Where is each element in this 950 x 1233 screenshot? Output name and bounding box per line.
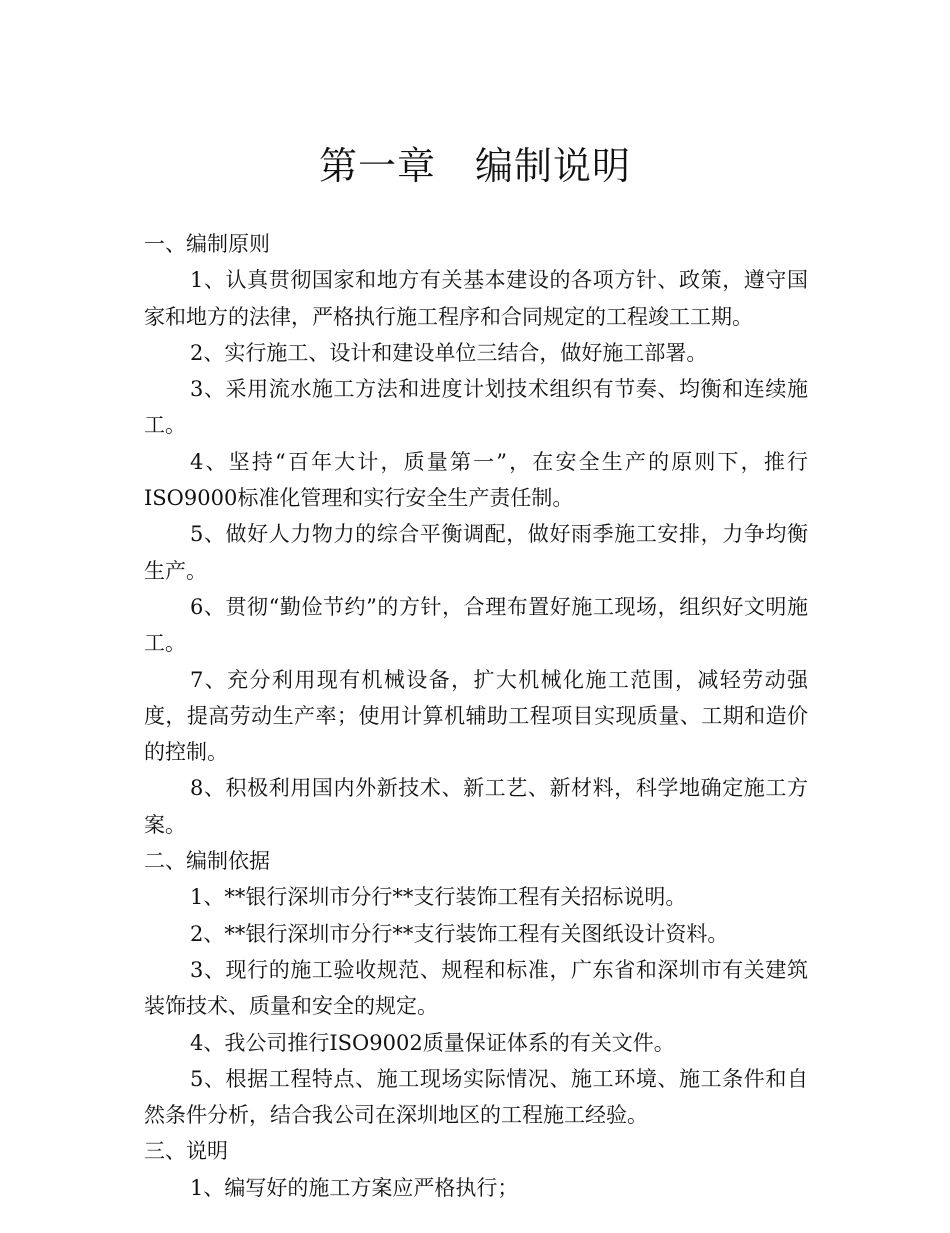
principle-item-5: 5、做好人力物力的综合平衡调配，做好雨季施工安排，力争均衡生产。 bbox=[144, 522, 808, 583]
basis-item-1: 1、**银行深圳市分行**支行装饰工程有关招标说明。 bbox=[190, 885, 687, 910]
page-title: 第一章 编制说明 bbox=[318, 144, 631, 188]
principle-item-4: 4、坚持“百年大计，质量第一”，在安全生产的原则下，推行ISO9000标准化管理和实行安全生产责任制。 bbox=[144, 449, 808, 511]
section-heading-notes: 三、说明 bbox=[144, 1139, 228, 1164]
principle-item-2: 2、实行施工、设计和建设单位三结合，做好施工部署。 bbox=[190, 340, 708, 365]
principle-item-3: 3、采用流水施工方法和进度计划技术组织有节奏、均衡和连续施工。 bbox=[144, 377, 808, 438]
section-heading-basis: 二、编制依据 bbox=[144, 849, 270, 874]
basis-item-5: 5、根据工程特点、施工现场实际情况、施工环境、施工条件和自然条件分析，结合我公司在深圳地区的工程施工经验。 bbox=[144, 1066, 808, 1128]
principle-item-1: 1、认真贯彻国家和地方有关基本建设的各项方针、政策，遵守国家和地方的法律，严格执行施工程序和合同规定的工程竣工工期。 bbox=[144, 268, 808, 329]
principle-item-7: 7、充分利用现有机械设备，扩大机械化施工范围，减轻劳动强度，提高劳动生产率；使用计算机辅助工程项目实现质量、工期和造价的控制。 bbox=[144, 667, 808, 765]
notes-item-1: 1、编写好的施工方案应严格执行； bbox=[190, 1175, 519, 1200]
document-body bbox=[144, 226, 808, 1206]
basis-item-2: 2、**银行深圳市分行**支行装饰工程有关图纸设计资料。 bbox=[190, 921, 729, 946]
section-heading-principles: 一、编制原则 bbox=[144, 232, 270, 256]
principle-item-8: 8、积极利用国内外新技术、新工艺、新材料，科学地确定施工方案。 bbox=[144, 776, 808, 837]
basis-item-3: 3、现行的施工验收规范、规程和标准，广东省和深圳市有关建筑装饰技术、质量和安全的规定。 bbox=[144, 957, 808, 1019]
basis-item-4: 4、我公司推行ISO9002质量保证体系的有关文件。 bbox=[190, 1030, 675, 1055]
principle-item-6: 6、贯彻“勤俭节约”的方针，合理布置好施工现场，组织好文明施工。 bbox=[144, 594, 808, 656]
